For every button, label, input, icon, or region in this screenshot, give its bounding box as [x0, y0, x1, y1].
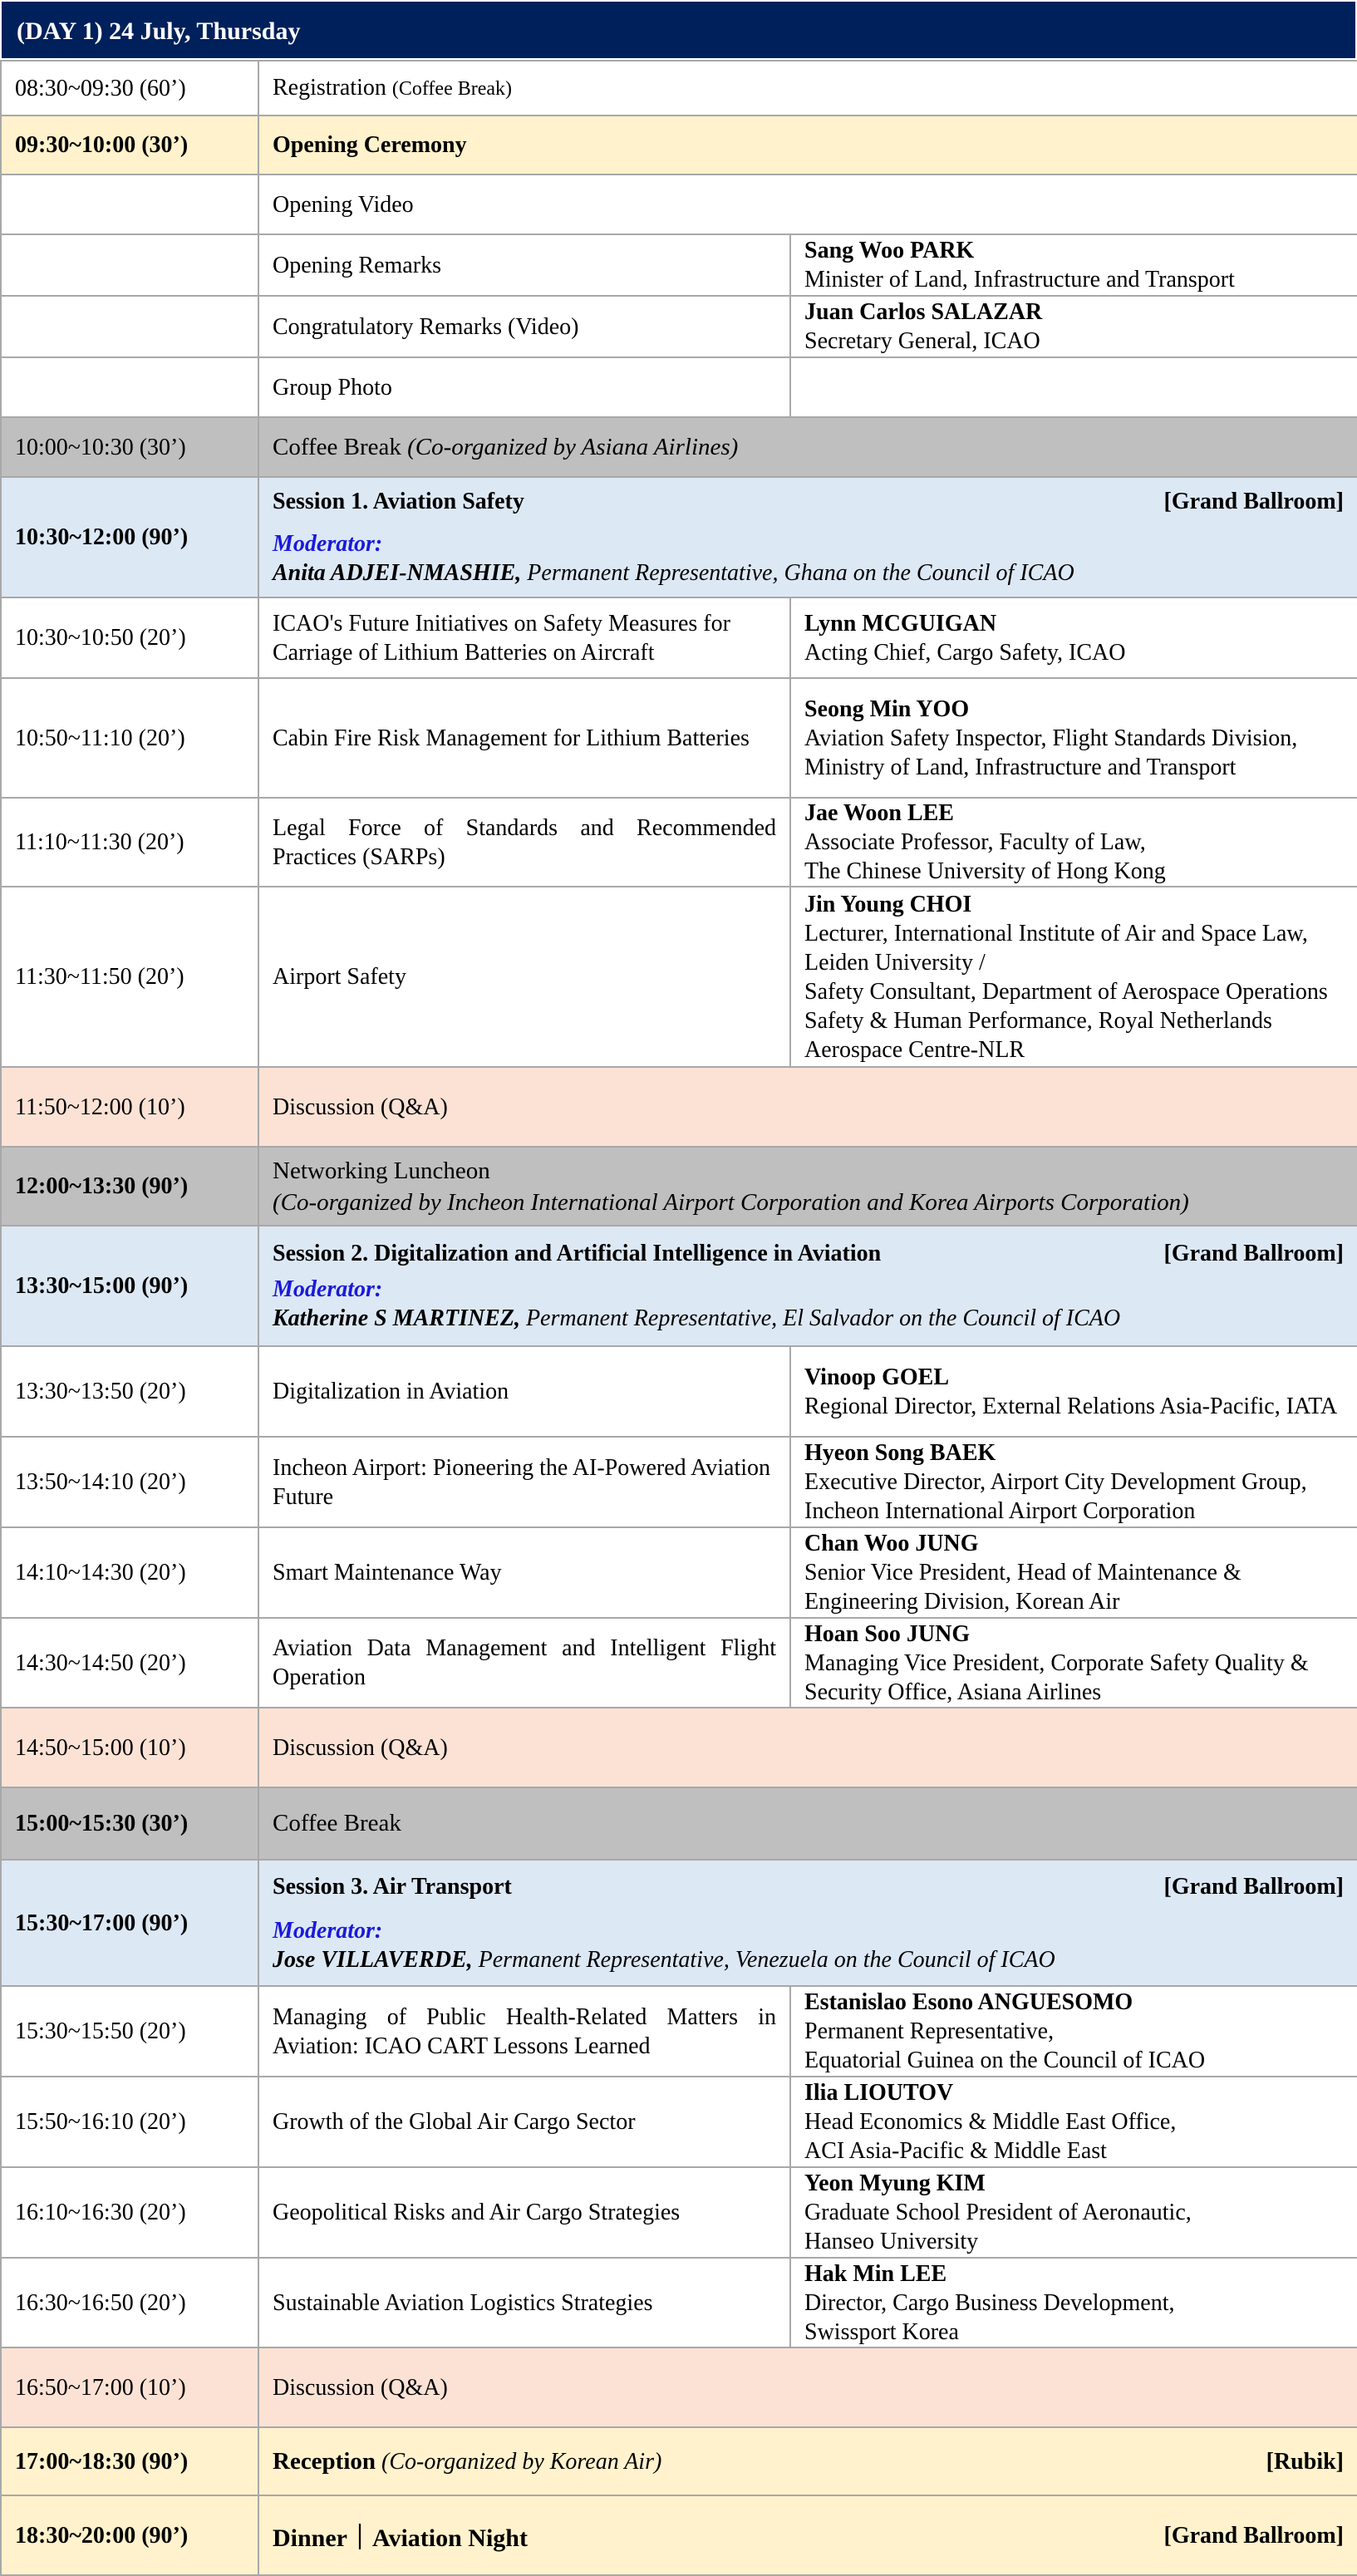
- session-header-cell: [258, 477, 1357, 597]
- speaker-name: Jin Young CHOI: [804, 891, 972, 917]
- time-cell: 13:30~13:50 (20’): [1, 1346, 258, 1437]
- speaker-cell: [790, 2258, 1357, 2347]
- reception-row: [1, 2427, 1357, 2495]
- luncheon-cell: [258, 1147, 1357, 1226]
- opening-item-label: Group Photo: [258, 357, 790, 417]
- session-header-row: [1, 1860, 1357, 1986]
- reception-cell: [258, 2427, 1357, 2495]
- discussion-label: Discussion (Q&A): [258, 1708, 1357, 1787]
- speaker-name: Lynn MCGUIGAN: [804, 610, 997, 637]
- opening-item-row: [1, 175, 1357, 234]
- speaker-name: Vinoop GOEL: [804, 1364, 950, 1390]
- talk-title: Managing of Public Health-Related Matters in Aviation: ICAO CART Lessons Learned: [258, 1986, 790, 2077]
- moderator-role: Permanent Representative, El Salvador on the Council of ICAO: [525, 1305, 1121, 1331]
- time-cell: 11:30~11:50 (20’): [1, 887, 258, 1067]
- opening-item-label: Opening Remarks: [258, 234, 790, 296]
- discussion-row: [1, 2347, 1357, 2427]
- coffee-break-cell: [258, 417, 1357, 477]
- time-cell: 13:50~14:10 (20’): [1, 1437, 258, 1527]
- session-time-cell: 13:30~15:00 (90’): [1, 1226, 258, 1346]
- dinner-line: [273, 2519, 1344, 2553]
- session-time-cell: 15:30~17:00 (90’): [1, 1860, 258, 1986]
- speaker-role: Permanent Representative,: [804, 2018, 1055, 2044]
- session-room: [Grand Ballroom]: [1163, 1873, 1344, 1900]
- moderator-name: Jose VILLAVERDE,: [273, 1946, 473, 1973]
- speaker-name: Hoan Soo JUNG: [804, 1620, 971, 1647]
- moderator-label: Moderator:: [273, 1276, 383, 1302]
- time-cell: 14:50~15:00 (10’): [1, 1708, 258, 1787]
- moderator-line: [273, 1945, 1344, 1974]
- time-cell: 15:00~15:30 (30’): [1, 1787, 258, 1860]
- speaker-cell: [790, 1346, 1357, 1437]
- moderator-label: Moderator:: [273, 531, 383, 557]
- speaker-cell: [790, 887, 1357, 1067]
- speaker-name: Ilia LIOUTOV: [804, 2080, 954, 2106]
- speaker-role: Director, Cargo Business Development,: [804, 2289, 1175, 2316]
- session-header-row: [1, 1226, 1357, 1346]
- session-title: Session 3. Air Transport: [273, 1873, 512, 1900]
- opening-ceremony-title: Opening Ceremony: [258, 116, 1357, 175]
- registration-label: Registration: [273, 74, 386, 101]
- speaker-cell: [790, 1618, 1357, 1708]
- time-cell: 16:10~16:30 (20’): [1, 2167, 258, 2258]
- speaker-role: Aviation Safety Inspector, Flight Standards Division, Ministry of Land, Infrastructure and Transport: [804, 725, 1298, 780]
- talk-row: [1, 2077, 1357, 2167]
- speaker-role: Head Economics & Middle East Office,: [804, 2109, 1177, 2135]
- time-cell: 12:00~13:30 (90’): [1, 1147, 258, 1226]
- opening-item-label: Congratulatory Remarks (Video): [258, 296, 790, 357]
- speaker-name: Hyeon Song BAEK: [804, 1440, 996, 1466]
- empty-time-cell: [1, 175, 258, 234]
- speaker-role: Senior Vice President, Head of Maintenance & Engineering Division, Korean Air: [804, 1560, 1241, 1615]
- speaker-cell: [790, 1527, 1357, 1618]
- speaker-role-line2: Equatorial Guinea on the Council of ICAO: [804, 2048, 1206, 2073]
- time-cell: 16:50~17:00 (10’): [1, 2347, 258, 2427]
- speaker-cell: [790, 296, 1357, 357]
- moderator-role: Permanent Representative, Ghana on the Council of ICAO: [527, 560, 1074, 586]
- speaker-cell: [790, 2167, 1357, 2258]
- speaker-role-line2: Safety Consultant, Department of Aerospace Operations Safety & Human Performance, Royal Netherlands Aerospace Centre-NLR: [804, 978, 1328, 1063]
- discussion-row: [1, 1067, 1357, 1147]
- time-cell: 10:30~10:50 (20’): [1, 597, 258, 678]
- luncheon-row: [1, 1147, 1357, 1226]
- speaker-name: Juan Carlos SALAZAR: [804, 299, 1043, 325]
- discussion-row: [1, 1708, 1357, 1787]
- session-header-row: [1, 477, 1357, 597]
- speaker-role: Minister of Land, Infrastructure and Transport: [804, 267, 1235, 293]
- reception-note: (Co-organized by Korean Air): [381, 2448, 662, 2475]
- talk-row: [1, 1527, 1357, 1618]
- talk-row: [1, 2167, 1357, 2258]
- dinner-cell: [258, 2495, 1357, 2575]
- talk-row: [1, 1986, 1357, 2077]
- moderator-line: [273, 558, 1344, 587]
- time-cell: 15:50~16:10 (20’): [1, 2077, 258, 2167]
- coffee-break-label: Coffee Break: [273, 433, 401, 460]
- talk-row: [1, 798, 1357, 887]
- speaker-role: Associate Professor, Faculty of Law,: [804, 829, 1146, 855]
- talk-row: [1, 2258, 1357, 2347]
- speaker-name: Chan Woo JUNG: [804, 1531, 979, 1556]
- empty-time-cell: [1, 357, 258, 417]
- talk-row: [1, 1437, 1357, 1527]
- opening-item-row: [1, 357, 1357, 417]
- speaker-cell: [790, 678, 1357, 798]
- empty-speaker-cell: [790, 357, 1357, 417]
- speaker-name: Estanislao Esono ANGUESOMO: [804, 1989, 1133, 2015]
- empty-time-cell: [1, 296, 258, 357]
- discussion-label: Discussion (Q&A): [258, 1067, 1357, 1147]
- session-title-line: [273, 1872, 1344, 1901]
- speaker-role-line2: The Chinese University of Hong Kong: [804, 858, 1166, 884]
- moderator-role: Permanent Representative, Venezuela on the Council of ICAO: [478, 1946, 1055, 1973]
- luncheon-note: (Co-organized by Incheon International Airport Corporation and Korea Airports Corporation): [273, 1188, 1189, 1216]
- time-cell: 14:10~14:30 (20’): [1, 1527, 258, 1618]
- speaker-cell: [790, 1437, 1357, 1527]
- talk-row: [1, 887, 1357, 1067]
- talk-title: Sustainable Aviation Logistics Strategies: [258, 2258, 790, 2347]
- talk-row: [1, 597, 1357, 678]
- talk-row: [1, 1346, 1357, 1437]
- reception-room: [Rubik]: [1266, 2448, 1344, 2475]
- talk-row: [1, 678, 1357, 798]
- talk-title: Smart Maintenance Way: [258, 1527, 790, 1618]
- time-cell: 09:30~10:00 (30’): [1, 116, 258, 175]
- discussion-label: Discussion (Q&A): [258, 2347, 1357, 2427]
- speaker-cell: [790, 234, 1357, 296]
- opening-item-row: [1, 296, 1357, 357]
- speaker-cell: [790, 798, 1357, 887]
- time-cell: 11:10~11:30 (20’): [1, 798, 258, 887]
- schedule-table: [0, 60, 1357, 2576]
- session-room: [Grand Ballroom]: [1163, 489, 1344, 514]
- empty-time-cell: [1, 234, 258, 296]
- talk-title: Geopolitical Risks and Air Cargo Strategies: [258, 2167, 790, 2258]
- reception-text: [273, 2447, 661, 2476]
- session-time-cell: 10:30~12:00 (90’): [1, 477, 258, 597]
- speaker-role-line2: Hanseo University: [804, 2229, 979, 2254]
- session-header-cell: [258, 1226, 1357, 1346]
- talk-title: Digitalization in Aviation: [258, 1346, 790, 1437]
- reception-label: Reception: [273, 2447, 376, 2475]
- opening-ceremony-row: [1, 116, 1357, 175]
- time-cell: 08:30~09:30 (60’): [1, 61, 258, 116]
- speaker-role-line2: ACI Asia-Pacific & Middle East: [804, 2138, 1107, 2164]
- day-header: (DAY 1) 24 July, Thursday: [0, 0, 1357, 60]
- moderator-label: Moderator:: [273, 1917, 383, 1944]
- speaker-role: Secretary General, ICAO: [804, 328, 1040, 354]
- opening-item-row: [1, 234, 1357, 296]
- session-room: [Grand Ballroom]: [1163, 1241, 1344, 1266]
- speaker-role: Acting Chief, Cargo Safety, ICAO: [804, 639, 1126, 666]
- speaker-role: Managing Vice President, Corporate Safety Quality & Security Office, Asiana Airlines: [804, 1649, 1309, 1705]
- coffee-break-row: [1, 417, 1357, 477]
- dinner-label: Dinner｜Aviation Night: [273, 2524, 528, 2552]
- speaker-name: Seong Min YOO: [804, 696, 970, 722]
- time-cell: 16:30~16:50 (20’): [1, 2258, 258, 2347]
- speaker-cell: [790, 1986, 1357, 2077]
- speaker-name: Yeon Myung KIM: [804, 2170, 986, 2196]
- speaker-cell: [790, 597, 1357, 678]
- speaker-name: Hak Min LEE: [804, 2260, 947, 2287]
- moderator-name: Katherine S MARTINEZ,: [273, 1305, 520, 1331]
- speaker-role: Lecturer, International Institute of Air and Space Law, Leiden University /: [804, 920, 1308, 976]
- time-cell: 11:50~12:00 (10’): [1, 1067, 258, 1147]
- speaker-cell: [790, 2077, 1357, 2167]
- session-title: Session 1. Aviation Safety: [273, 489, 524, 514]
- talk-title: Incheon Airport: Pioneering the AI-Powered Aviation Future: [258, 1437, 790, 1527]
- talk-title: Growth of the Global Air Cargo Sector: [258, 2077, 790, 2167]
- reception-line: [273, 2447, 1344, 2476]
- talk-row: [1, 1618, 1357, 1708]
- talk-title: ICAO's Future Initiatives on Safety Measures for Carriage of Lithium Batteries on Aircraft: [258, 597, 790, 678]
- moderator-line: [273, 1304, 1344, 1333]
- talk-title: Aviation Data Management and Intelligent Flight Operation: [258, 1618, 790, 1708]
- session-title-line: [273, 1239, 1344, 1268]
- time-cell: 10:00~10:30 (30’): [1, 417, 258, 477]
- registration-cell: [258, 61, 1357, 116]
- dinner-row: [1, 2495, 1357, 2575]
- coffee-break-label: Coffee Break: [258, 1787, 1357, 1860]
- coffee-break-note: (Co-organized by Asiana Airlines): [407, 433, 739, 460]
- registration-row: [1, 61, 1357, 116]
- coffee-break-row: [1, 1787, 1357, 1860]
- time-cell: 15:30~15:50 (20’): [1, 1986, 258, 2077]
- talk-title: Airport Safety: [258, 887, 790, 1067]
- speaker-role: Regional Director, External Relations Asia-Pacific, IATA: [804, 1393, 1338, 1419]
- speaker-name: Sang Woo PARK: [804, 238, 975, 263]
- moderator-name: Anita ADJEI-NMASHIE,: [273, 560, 522, 586]
- time-cell: 17:00~18:30 (90’): [1, 2427, 258, 2495]
- speaker-role: Executive Director, Airport City Development Group, Incheon International Airport Corporation: [804, 1469, 1307, 1524]
- dinner-room: [Grand Ballroom]: [1163, 2522, 1344, 2549]
- talk-title: Legal Force of Standards and Recommended Practices (SARPs): [258, 798, 790, 887]
- speaker-role-line2: Swissport Korea: [804, 2318, 959, 2345]
- opening-item-label: Opening Video: [258, 175, 1357, 234]
- talk-title: Cabin Fire Risk Management for Lithium Batteries: [258, 678, 790, 798]
- speaker-role: Graduate School President of Aeronautic,: [804, 2200, 1192, 2225]
- session-title-line: [273, 487, 1344, 516]
- luncheon-label: Networking Luncheon: [273, 1157, 490, 1184]
- speaker-name: Jae Woon LEE: [804, 800, 954, 826]
- time-cell: 18:30~20:00 (90’): [1, 2495, 258, 2575]
- session-title: Session 2. Digitalization and Artificial Intelligence in Aviation: [273, 1241, 882, 1266]
- session-header-cell: [258, 1860, 1357, 1986]
- time-cell: 10:50~11:10 (20’): [1, 678, 258, 798]
- registration-note: (Coffee Break): [391, 77, 513, 100]
- time-cell: 14:30~14:50 (20’): [1, 1618, 258, 1708]
